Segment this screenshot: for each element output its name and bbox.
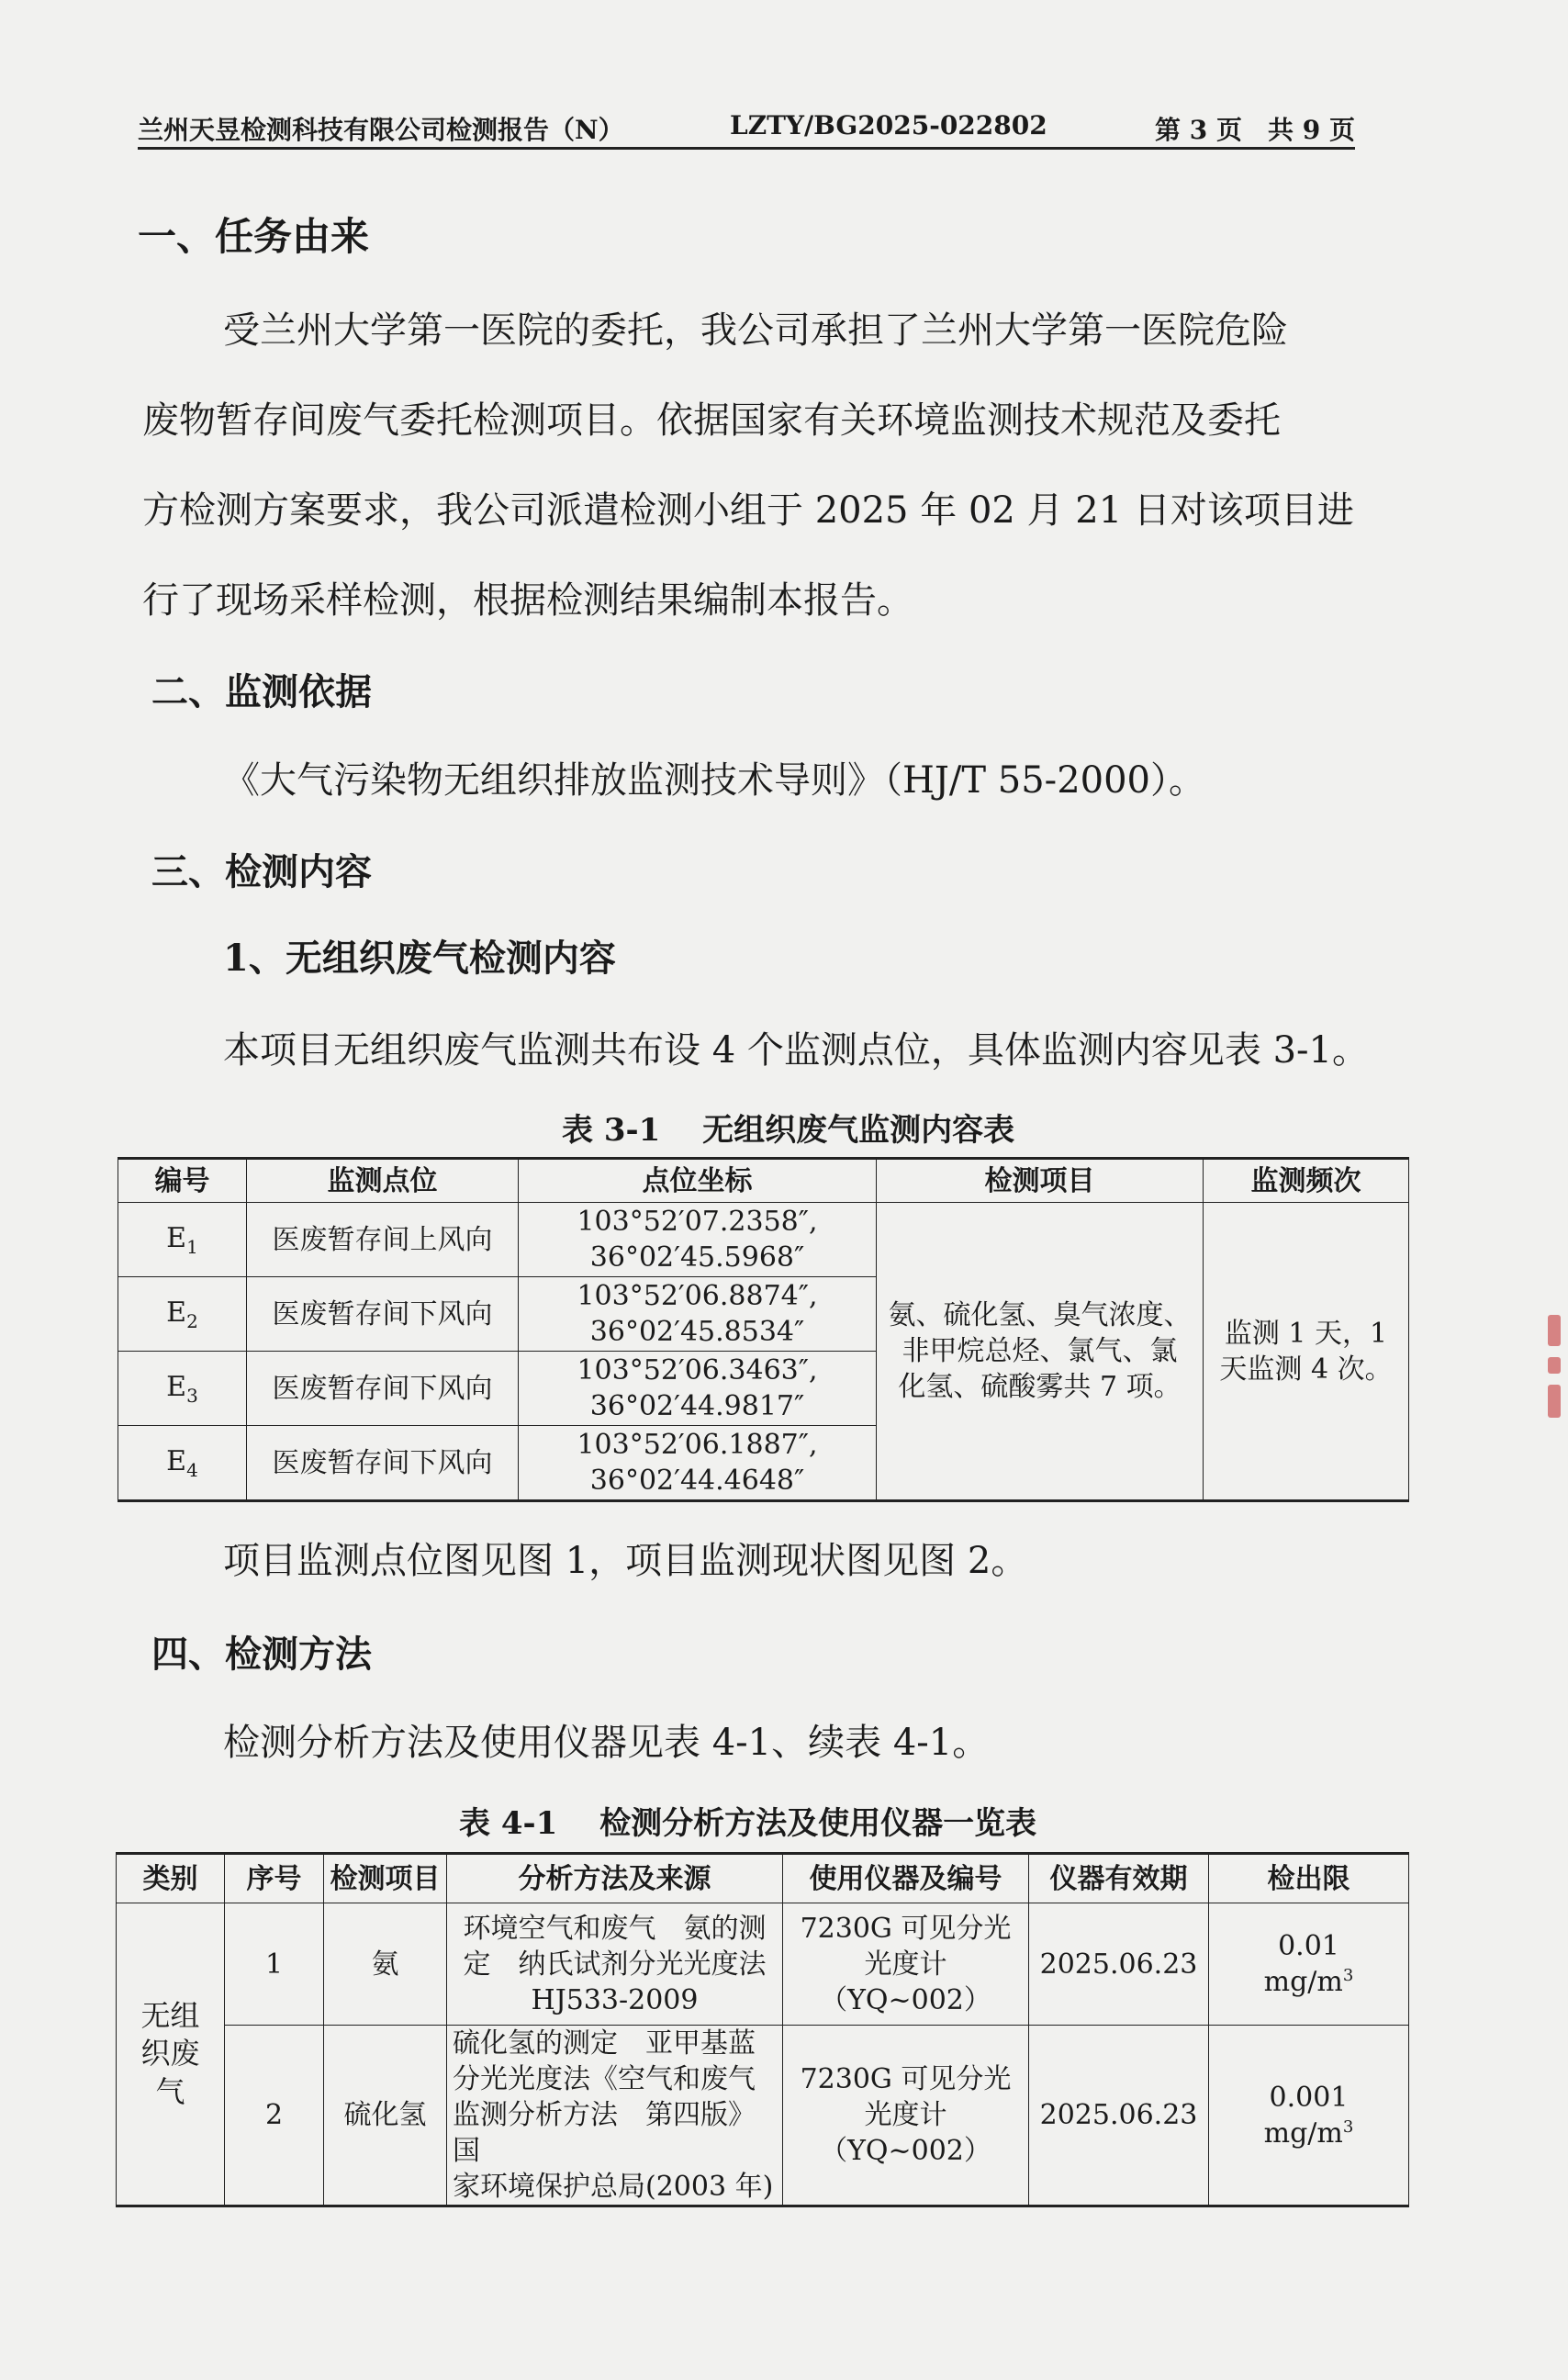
- table-header: 编号: [118, 1159, 247, 1203]
- table-4-1: [116, 1852, 1409, 2207]
- category-cell: 无组 织废 气: [117, 1903, 225, 2206]
- point-site: 医废暂存间下风向: [247, 1277, 519, 1352]
- test-item: 硫化氢: [324, 2026, 447, 2206]
- table-row: [117, 1903, 1409, 2026]
- table-3-1: [118, 1157, 1409, 1502]
- page-number: 第 3 页 共 9 页: [1155, 115, 1355, 145]
- table-header: 监测频次: [1204, 1159, 1409, 1203]
- row-number: 2: [225, 2026, 324, 2206]
- report-number: LZTY/BG2025-022802: [730, 110, 1047, 140]
- paragraph-line: 方检测方案要求，我公司派遣检测小组于 2025 年 02 月 21 日对该项目进: [142, 489, 1354, 532]
- detection-limit: 0.01 $mg/m^3$: [1209, 1903, 1409, 2026]
- table-header: 分析方法及来源: [447, 1854, 783, 1903]
- point-site: 医废暂存间下风向: [247, 1426, 519, 1501]
- table-header: 点位坐标: [519, 1159, 877, 1203]
- table-4-1-caption: 表 4-1 检测分析方法及使用仪器一览表: [459, 1805, 1037, 1842]
- stamp-fragment: [1548, 1385, 1561, 1418]
- subsection-title: 1、无组织废气检测内容: [223, 937, 616, 980]
- section-2-title: 二、监测依据: [151, 670, 372, 713]
- section-3-title: 三、检测内容: [151, 850, 372, 893]
- paragraph-line: 废物暂存间废气委托检测项目。依据国家有关环境监测技术规范及委托: [142, 399, 1281, 442]
- table-row: [118, 1203, 1409, 1277]
- test-items: 氨、硫化氢、臭气浓度、 非甲烷总烃、氯气、氯 化氢、硫酸雾共 7 项。: [877, 1203, 1204, 1501]
- company-report-title: 兰州天昱检测科技有限公司检测报告（N）: [138, 115, 624, 145]
- table-header: 序号: [225, 1854, 324, 1903]
- point-id: $E_4$: [118, 1426, 247, 1501]
- table-header: 类别: [117, 1854, 225, 1903]
- page-header: [138, 103, 1355, 149]
- point-coordinate: 103°52′06.3463″, 36°02′44.9817″: [519, 1352, 877, 1426]
- point-site: 医废暂存间上风向: [247, 1203, 519, 1277]
- point-id: $E_3$: [118, 1352, 247, 1426]
- table-header: 检测项目: [324, 1854, 447, 1903]
- valid-date: 2025.06.23: [1029, 1903, 1209, 2026]
- section-3-text: 本项目无组织废气监测共布设 4 个监测点位，具体监测内容见表 3-1。: [223, 1029, 1370, 1072]
- analysis-method: 环境空气和废气 氨的测 定 纳氏试剂分光光度法 HJ533-2009: [447, 1903, 783, 2026]
- paragraph-line: 行了现场采样检测，根据检测结果编制本报告。: [142, 579, 913, 622]
- point-site: 医废暂存间下风向: [247, 1352, 519, 1426]
- point-coordinate: 103°52′06.8874″, 36°02′45.8534″: [519, 1277, 877, 1352]
- test-item: 氨: [324, 1903, 447, 2026]
- header-rule: [138, 147, 1355, 150]
- table-3-1-caption: 表 3-1 无组织废气监测内容表: [562, 1112, 1015, 1149]
- analysis-method: 硫化氢的测定 亚甲基蓝 分光光度法《空气和废气 监测分析方法 第四版》国 家环境保护总局(2003 年): [447, 2026, 783, 2206]
- point-id: $E_1$: [118, 1203, 247, 1277]
- row-number: 1: [225, 1903, 324, 2026]
- table-header: 检出限: [1209, 1854, 1409, 1903]
- point-coordinate: 103°52′06.1887″, 36°02′44.4648″: [519, 1426, 877, 1501]
- paragraph-line: 受兰州大学第一医院的委托，我公司承担了兰州大学第一医院危险: [223, 309, 1288, 352]
- table-header: 使用仪器及编号: [783, 1854, 1029, 1903]
- detection-limit: 0.001 $mg/m^3$: [1209, 2026, 1409, 2206]
- section-4-title: 四、检测方法: [151, 1633, 372, 1676]
- table-header: 仪器有效期: [1029, 1854, 1209, 1903]
- table-header: 监测点位: [247, 1159, 519, 1203]
- basis-text: 《大气污染物无组织排放监测技术导则》（HJ/T 55-2000）。: [223, 759, 1205, 802]
- figure-reference: 项目监测点位图见图 1，项目监测现状图见图 2。: [223, 1540, 1028, 1582]
- table-row: [117, 2026, 1409, 2206]
- section-1-title: 一、任务由来: [138, 214, 370, 259]
- instrument: 7230G 可见分光 光度计 （YQ~002）: [783, 2026, 1029, 2206]
- point-id: $E_2$: [118, 1277, 247, 1352]
- stamp-fragment: [1548, 1315, 1561, 1346]
- point-coordinate: 103°52′07.2358″, 36°02′45.5968″: [519, 1203, 877, 1277]
- instrument: 7230G 可见分光 光度计 （YQ~002）: [783, 1903, 1029, 2026]
- section-4-text: 检测分析方法及使用仪器见表 4-1、续表 4-1。: [223, 1722, 990, 1764]
- stamp-fragment: [1548, 1357, 1561, 1374]
- monitoring-frequency: 监测 1 天，1 天监测 4 次。: [1204, 1203, 1409, 1501]
- table-header: 检测项目: [877, 1159, 1204, 1203]
- valid-date: 2025.06.23: [1029, 2026, 1209, 2206]
